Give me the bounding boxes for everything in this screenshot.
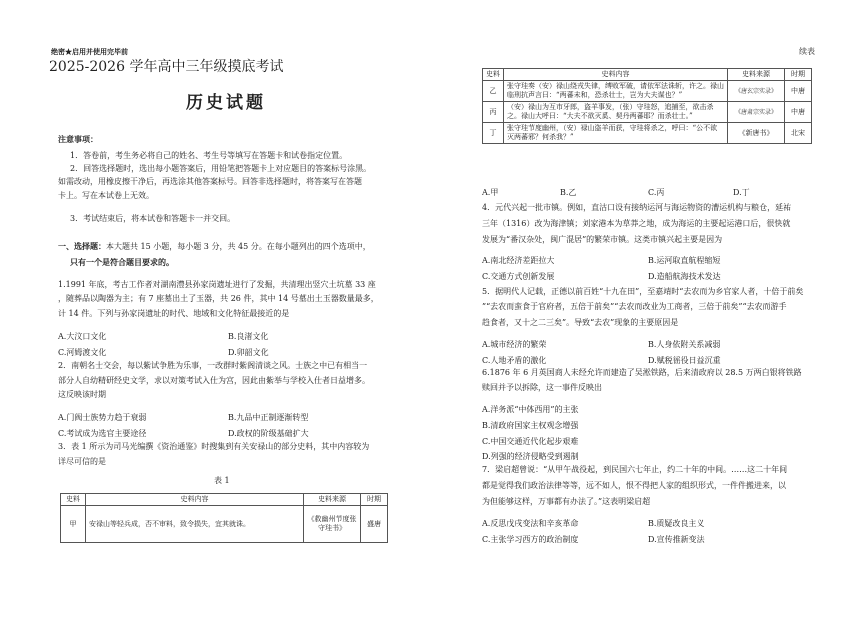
notice-line: 卡上。写在本试卷上无效。 xyxy=(58,191,154,200)
table-header: 时期 xyxy=(361,494,388,506)
question-3-line: 详尽可信的是 xyxy=(58,457,106,466)
question-5-line: 趋食者，又十之二三矣”。导致“去农”现象的主要原因是 xyxy=(482,318,679,327)
exam-title: 2025-2026 学年高中三年级摸底考试 xyxy=(49,59,284,75)
table-row xyxy=(61,506,388,543)
table-cell: 《唐玄宗实录》 xyxy=(728,81,785,102)
table-row xyxy=(483,123,812,144)
table-cell: 《唐肃宗实录》 xyxy=(728,102,785,123)
table-cell: 中唐 xyxy=(785,81,812,102)
option-b[interactable]: B.清政府国家主权观念增强 xyxy=(482,421,579,430)
question-5-line: ”“去农而蛮食于官府者，五倍于前矣”“去农而改业为工商者，三倍于前矣”“去农而游手 xyxy=(482,302,787,311)
option-a[interactable]: A.反思戊戌变法和辛亥革命 xyxy=(482,519,579,528)
table-cell: 《救幽州节度张守珪书》 xyxy=(304,506,361,543)
option-b[interactable]: B.质疑改良主义 xyxy=(648,519,705,528)
option-c[interactable]: C.人地矛盾的激化 xyxy=(482,356,547,365)
question-3-line: 3．表 1 所示为司马光编撰《资治通鉴》时搜集到有关安禄山的部分史料，其中内容较为 xyxy=(58,442,370,451)
question-7-line: 都是觉得我们政治法律等等，远不如人，恨不得把人家的组织形式，一件件搬进来，以 xyxy=(482,481,786,490)
section-heading-text: 本大题共 15 小题，每小题 3 分，共 45 分。在每小题列出的四个选项中， xyxy=(106,242,371,251)
page-title: 历史试题 xyxy=(186,93,266,113)
table-header: 史料来源 xyxy=(728,69,785,81)
table-header: 时期 xyxy=(785,69,812,81)
option-c[interactable]: C.考试成为选官主要途径 xyxy=(58,429,147,438)
question-2-line: 部分人自幼精研经史文学，求以对策考试入仕为宫，因此由紫举与学校入仕者日益增多。 xyxy=(58,376,370,385)
section-subheading: 只有一个是符合题目要求的。 xyxy=(70,257,174,267)
table-cell: （安）禄山为互市牙郎，盗羊事发，（张）守珪怒，追捕至，欲击杀之。禄山大呼曰：“大夫不欲灭奚、契丹两蕃耶？而杀壮士。” xyxy=(504,102,728,123)
continued-label: 续表 xyxy=(799,47,815,56)
option-b[interactable]: B.人身依附关系减弱 xyxy=(648,340,721,349)
table-cell: 丙 xyxy=(483,102,504,123)
question-6-line: 6.1876 年 6 月英国商人未经允许而建造了吴淞铁路，后来清政府以 28.5 万两白银将铁路 xyxy=(482,368,802,377)
question-6-line: 赎回并予以拆除，这一事件反映出 xyxy=(482,383,602,392)
question-4-line: 发展为“番汉杂处，闽广混居”的繁荣市镇。这类市镇兴起主要是因为 xyxy=(482,235,723,244)
option-c[interactable]: C.丙 xyxy=(648,188,665,197)
question-2-line: 这反映该时期 xyxy=(58,390,106,399)
option-d[interactable]: D.政权的阶级基础扩大 xyxy=(228,429,309,438)
question-1-line: 计 14 件。下列与孙家岗遗址的时代、地域和文化特征最接近的是 xyxy=(58,309,290,318)
option-c[interactable]: C.河姆渡文化 xyxy=(58,348,107,357)
question-4-line: 4．元代兴起一批市镇。例如，直沽口设有接纳运河与海运物资的漕运机构与粮仓，延祐 xyxy=(482,203,792,212)
option-c[interactable]: C.交通方式创新发展 xyxy=(482,272,555,281)
table-cell: 乙 xyxy=(483,81,504,102)
option-d[interactable]: D.造船航海技术发达 xyxy=(648,272,721,281)
table-cell: 盛唐 xyxy=(361,506,388,543)
question-5-line: 5．据明代人记载，正德以前百姓“十九在田”，至嘉靖时“去农而为乡官家人者，十倍于前矣 xyxy=(482,287,804,296)
table-header: 史料 xyxy=(483,69,504,81)
notice-line: 如需改动，用橡皮擦干净后，再选涂其他答案标号。回答非选择题时，将答案写在答题 xyxy=(58,177,362,186)
table-cell: 丁 xyxy=(483,123,504,144)
option-b[interactable]: B.运河取直航程缩短 xyxy=(648,256,721,265)
option-a[interactable]: A.城市经济的繁荣 xyxy=(482,340,547,349)
notice-line: 3．考试结束后，将本试卷和答题卡一并交回。 xyxy=(70,214,236,223)
option-d[interactable]: D.丁 xyxy=(733,188,750,197)
question-2-line: 2．南朝名士交会，每以紫试争胜为乐事，一改群时紫阁清谈之风。士族之中已有相当一 xyxy=(58,361,368,370)
table-cell: 甲 xyxy=(61,506,86,543)
table-header: 史料内容 xyxy=(86,494,304,506)
table-header: 史料来源 xyxy=(304,494,361,506)
option-a[interactable]: A.南北经济差距拉大 xyxy=(482,256,555,265)
option-a[interactable]: A.大汶口文化 xyxy=(58,332,107,341)
table-row xyxy=(483,102,812,123)
source-table-1 xyxy=(60,493,388,543)
notice-heading: 注意事项： xyxy=(58,134,98,144)
option-b[interactable]: B.九品中正制逐渐转型 xyxy=(228,413,309,422)
notice-line: 2．回答选择题时，选出每小题答案后，用铅笔把答题卡上对应题目的答案标号涂黑。 xyxy=(70,164,372,173)
table-cell: 张守珪奏（安）禄山绕戎失律，缚败军破，请依军法诛斩，许之。禄山临刑抗声言曰：“两蕃未和，恐杀壮士，岂为大夫谋也？” xyxy=(504,81,728,102)
option-d[interactable]: D.卯韶文化 xyxy=(228,348,269,357)
option-d[interactable]: D.宣传推新变法 xyxy=(648,535,705,544)
table-row xyxy=(483,81,812,102)
table-header-row xyxy=(61,494,388,506)
table-cell: 北宋 xyxy=(785,123,812,144)
table-header-row xyxy=(483,69,812,81)
question-7-line: 7．梁启超曾说：“从甲午战役起，到民国六七年止，约二十年的中间。……这二十年间 xyxy=(482,465,788,474)
table-cell: 张守珪节度幽州，（安）禄山盗羊而获，守珪将杀之，呼曰：“公不欲灭两蕃邪？何杀我？” xyxy=(504,123,728,144)
secret-label: 绝密★启用并使用完毕前 xyxy=(51,47,128,56)
option-d[interactable]: D.列强的经济侵略受到遏制 xyxy=(482,452,579,461)
notice-line: 1．答卷前，考生务必将自己的姓名、考生号等填写在答题卡和试卷指定位置。 xyxy=(70,151,348,160)
question-1-line: 1.1991 年底，考古工作者对湖南澧县孙家岗遗址进行了发掘，共清理出竖穴土坑墓 33 座 xyxy=(58,280,376,289)
table-cell: 安禄山等轻兵成，否不审料，致令损失，宜其就诛。 xyxy=(86,506,304,543)
table-caption: 表 1 xyxy=(214,476,230,485)
option-c[interactable]: C.主张学习西方的政治制度 xyxy=(482,535,579,544)
table-cell: 《新唐书》 xyxy=(728,123,785,144)
option-b[interactable]: B.良渚文化 xyxy=(228,332,269,341)
option-a[interactable]: A.门阀士族势力趋于衰弱 xyxy=(58,413,147,422)
option-b[interactable]: B.乙 xyxy=(560,188,577,197)
option-a[interactable]: A.洋务派“中体西用”的主张 xyxy=(482,405,579,414)
option-d[interactable]: D.赋税徭役日益沉重 xyxy=(648,356,721,365)
question-1-line: ，随葬品以陶器为主；有 7 座墓出土了玉器，共 26 件，其中 14 号墓出土玉器数量最多， xyxy=(58,294,379,303)
option-a[interactable]: A.甲 xyxy=(482,188,499,197)
section-heading xyxy=(58,241,371,252)
question-4-line: 三年（1316）改为海津镇；刘家港本为草莽之地，成为海运的主要起运港口后，很快就 xyxy=(482,219,791,228)
section-heading-bold: 一、选择题： xyxy=(58,241,106,251)
question-7-line: 为但能够这样，万事都有办法了。”这表明梁启超 xyxy=(482,497,651,506)
table-cell: 中唐 xyxy=(785,102,812,123)
option-c[interactable]: C.中国交通近代化起步艰难 xyxy=(482,437,579,446)
table-header: 史料 xyxy=(61,494,86,506)
table-header: 史料内容 xyxy=(504,69,728,81)
source-table-1-continued xyxy=(482,68,812,144)
